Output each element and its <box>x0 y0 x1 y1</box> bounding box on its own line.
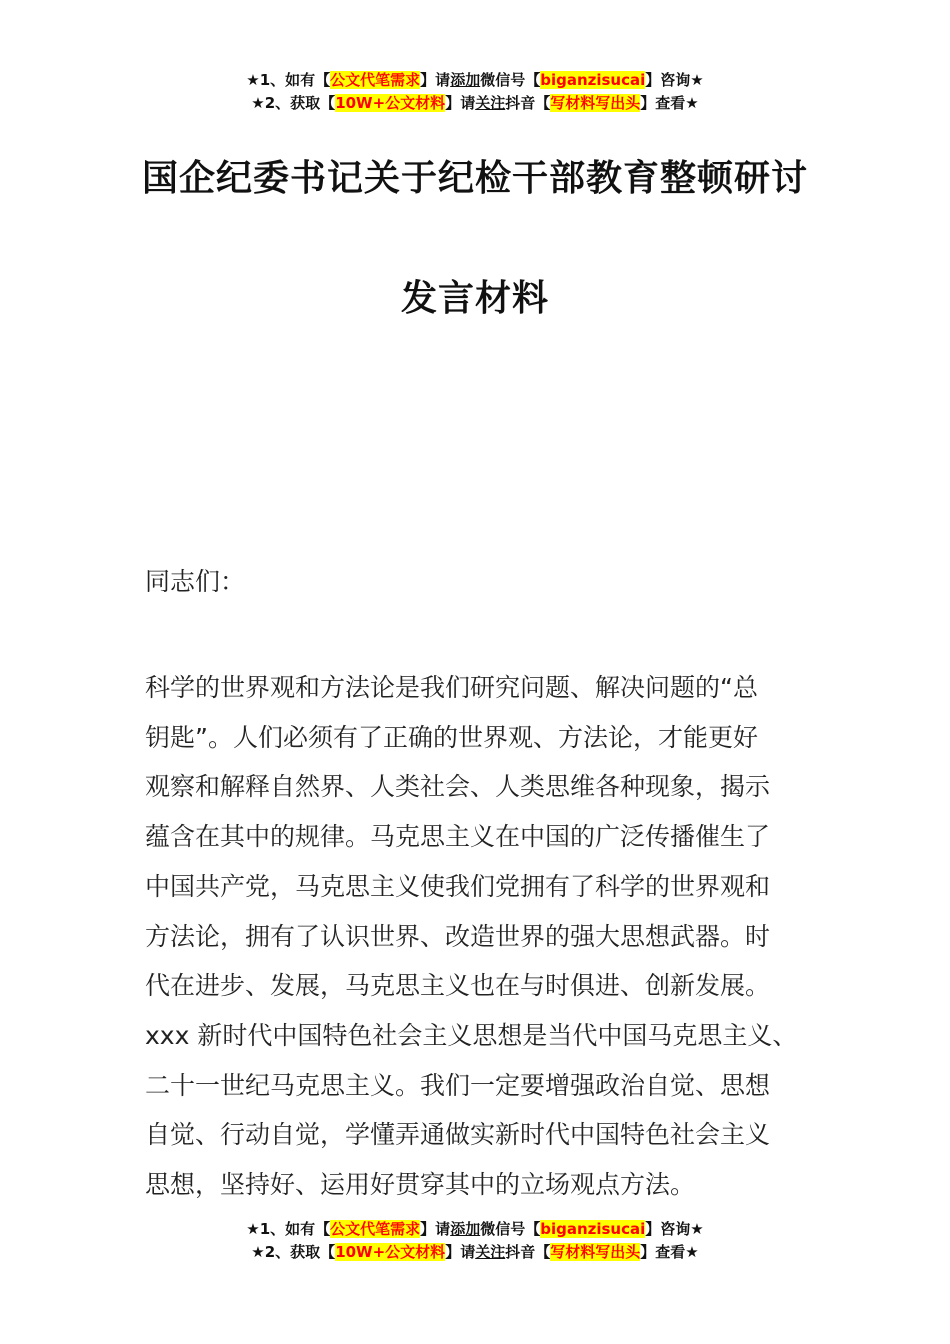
banner-underline: 添加 <box>450 1220 481 1238</box>
banner-highlight: biganzisucai <box>540 71 646 89</box>
banner-highlight: 写材料写出头 <box>550 1243 641 1261</box>
banner-text: ★2、获取【 <box>251 94 336 112</box>
banner-highlight: 公文代笔需求 <box>330 71 421 89</box>
body-paragraph <box>145 663 835 1210</box>
paragraph-line: 思想，坚持好、运用好贯穿其中的立场观点方法。 <box>145 1170 696 1200</box>
paragraph-line: 钥匙”。人们必须有了正确的世界观、方法论，才能更好 <box>145 722 758 752</box>
document-title-line-1: 国企纪委书记关于纪检干部教育整顿研讨 <box>141 158 808 199</box>
banner-text: 抖音【 <box>505 94 551 112</box>
paragraph-line: 二十一世纪马克思主义。我们一定要增强政治自觉、思想 <box>145 1070 771 1100</box>
banner-underline: 关注 <box>475 94 506 112</box>
document-title-line-2: 发言材料 <box>400 278 549 319</box>
banner-underline: 添加 <box>450 71 481 89</box>
banner-highlight: 10W+公文材料 <box>335 94 446 112</box>
paragraph-line: 自觉、行动自觉，学懂弄通做实新时代中国特色社会主义 <box>145 1120 771 1150</box>
banner-text: 微信号【 <box>480 71 541 89</box>
paragraph-line: 方法论，拥有了认识世界、改造世界的强大思想武器。时 <box>145 921 771 951</box>
paragraph-line: 观察和解释自然界、人类社会、人类思维各种现象，揭示 <box>145 772 771 802</box>
banner-highlight: 10W+公文材料 <box>335 1243 446 1261</box>
paragraph-line: xxx 新时代中国特色社会主义思想是当代中国马克思主义、 <box>145 1020 798 1050</box>
banner-text: 】请 <box>420 71 451 89</box>
paragraph-line: 蕴含在其中的规律。马克思主义在中国的广泛传播催生了 <box>145 822 771 852</box>
paragraph-line: 科学的世界观和方法论是我们研究问题、解决问题的“总 <box>145 673 758 702</box>
banner-text: 】查看★ <box>640 1243 699 1261</box>
banner-text: 抖音【 <box>505 1243 551 1261</box>
banner-text: ★2、获取【 <box>251 1243 336 1261</box>
banner-text: 】咨询★ <box>645 71 704 89</box>
header-banner <box>0 69 950 115</box>
banner-text: 】请 <box>445 94 476 112</box>
banner-line-1 <box>0 1218 950 1241</box>
banner-text: 】请 <box>420 1220 451 1238</box>
paragraph-line: 中国共产党，马克思主义使我们党拥有了科学的世界观和 <box>145 871 771 901</box>
banner-underline: 关注 <box>475 1243 506 1261</box>
banner-text: 】咨询★ <box>645 1220 704 1238</box>
banner-text: ★1、如有【 <box>246 71 331 89</box>
banner-highlight: 写材料写出头 <box>550 94 641 112</box>
banner-text: 】请 <box>445 1243 476 1261</box>
salutation: 同志们： <box>145 567 246 596</box>
paragraph-line: 代在进步、发展，马克思主义也在与时俱进、创新发展。 <box>145 971 771 1001</box>
banner-highlight: 公文代笔需求 <box>330 1220 421 1238</box>
footer-banner <box>0 1218 950 1264</box>
banner-line-2 <box>0 1241 950 1264</box>
banner-text: ★1、如有【 <box>246 1220 331 1238</box>
banner-text: 微信号【 <box>480 1220 541 1238</box>
banner-highlight: biganzisucai <box>540 1220 646 1238</box>
banner-text: 】查看★ <box>640 94 699 112</box>
banner-line-1 <box>0 69 950 92</box>
banner-line-2 <box>0 92 950 115</box>
